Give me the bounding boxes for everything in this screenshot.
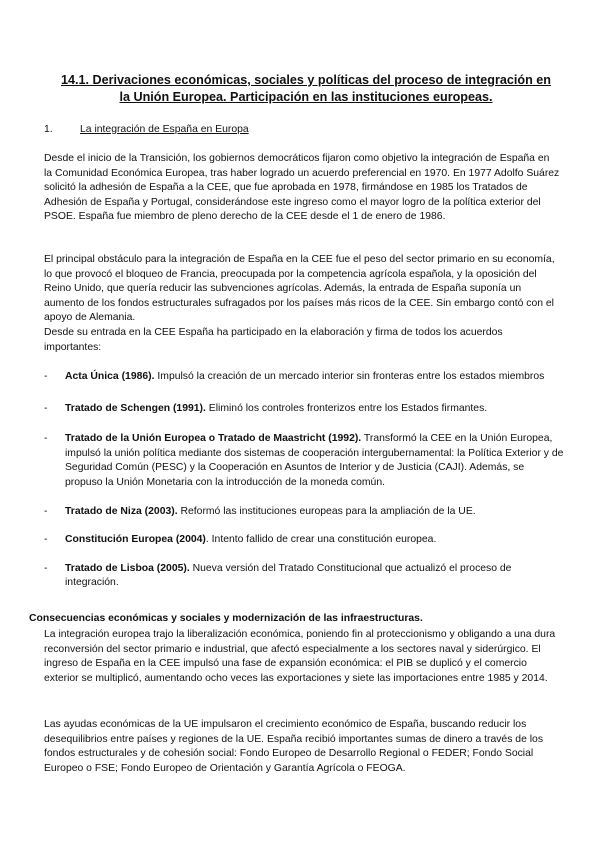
paragraph-2 (44, 253, 560, 355)
list-item (44, 562, 564, 591)
bullet-dash: - (44, 371, 48, 382)
treaty-description: Reformó las instituciones europeas para la ampliación de la UE. (177, 505, 476, 517)
bullet-dash: - (44, 433, 48, 445)
treaty-name: Constitución Europea (2004) (65, 534, 206, 546)
bullet-dash: - (44, 534, 48, 546)
section-1-number: 1. (44, 124, 53, 135)
paragraph-1: Desde el inicio de la Transición, los gobiernos democráticos fijaron como objetivo la integración de España en la Comunidad Económica Europea, tras haber logrado un acuerdo preferencial en 1970. En 1977 Adolfo Suárez solicitó la adhesión de España a la CEE, que fue aprobada en 1978, firmándose en 1985 los Tratados de Adhesión de España y Portugal, considerándose este ingreso como el mayor logro de la política exterior del PSOE. España fue miembro de pleno derecho de la CEE desde el 1 de enero de 1986. (44, 153, 560, 223)
treaty-description: Eliminó los controles fronterizos entre los Estados firmantes. (205, 402, 488, 414)
paragraph-2b: Desde su entrada en la CEE España ha participado en la elaboración y firma de todos los acuerdos importantes: (44, 326, 503, 353)
treaty-name: Acta Única (1986). (65, 371, 155, 382)
list-item (44, 370, 564, 385)
list-item (44, 505, 564, 520)
treaty-description: . Intento fallido de crear una constitución europea. (205, 534, 437, 546)
treaty-description: Impulsó la creación de un mercado interior sin fronteras entre los estados miembros (154, 371, 545, 382)
bullet-dash: - (44, 505, 48, 517)
title-line-1: 14.1. Derivaciones económicas, sociales y políticas del proceso de integración en (61, 73, 551, 87)
document-title (30, 72, 582, 106)
section-1-title: La integración de España en Europa (80, 124, 249, 135)
treaty-list (44, 370, 564, 591)
treaty-name: Tratado de la Unión Europea o Tratado de Maastricht (1992). (65, 433, 362, 445)
list-item (44, 432, 564, 490)
paragraph-2a: El principal obstáculo para la integración de España en la CEE fue el peso del sector primario en su economía, lo que provocó el bloqueo de Francia, preocupada por la competencia agrícola española, y la oposición del Reino Unido, que quería reducir las subvenciones agrícolas. Además, la entrada de España suponía un aumento de los fondos estructurales sufragados por los países más ricos de la CEE. Sin embargo contó con el apoyo de Alemania. (44, 254, 555, 324)
list-item (44, 533, 564, 548)
list-item (44, 402, 564, 417)
treaty-name: Tratado de Niza (2003). (65, 505, 178, 517)
section-2-heading: Consecuencias económicas y sociales y modernización de las infraestructuras. (29, 613, 423, 624)
title-line-2: la Unión Europea. Participación en las instituciones europeas. (119, 90, 493, 104)
section-1-heading (44, 123, 249, 138)
treaty-name: Tratado de Schengen (1991). (65, 402, 206, 414)
treaty-description: Transformó la CEE en la Unión Europea, impulsó la unión política mediante dos sistemas de cooperación intergubernamental: la Política Exterior y de Seguridad Común (PESC) y la Cooperación en Asuntos de Interior y de Justicia (CAJI). Además, se propuso la Unión Monetaria con la introducción de la moneda común. (65, 433, 564, 488)
treaty-description: Nueva versión del Tratado Constitucional que actualizó el proceso de integración. (65, 562, 512, 589)
paragraph-3: La integración europea trajo la liberalización económica, poniendo fin al proteccionismo y obligando a una dura reconversión del sector primario e industrial, que afectó especialmente a los sectores naval y siderúrgico. El ingreso de España en la CEE impulsó una fase de expansión económica: el PIB se duplicó y el comercio exterior se multiplicó, aumentando ocho veces las exportaciones y siete las importaciones entre 1985 y 2014. (44, 629, 556, 684)
bullet-dash: - (44, 402, 48, 414)
treaty-name: Tratado de Lisboa (2005). (65, 562, 190, 574)
bullet-dash: - (44, 562, 48, 574)
paragraph-4: Las ayudas económicas de la UE impulsaron el crecimiento económico de España, buscando reducir los desequilibrios entre países y regiones de la UE. España recibió importantes sumas de dinero a través de los fondos estructurales y de cohesión social: Fondo Europeo de Desarrollo Regional o FEDER; Fondo Social Europeo o FSE; Fondo Europeo de Orientación y Garantía Agrícola o FEOGA. (44, 719, 544, 774)
